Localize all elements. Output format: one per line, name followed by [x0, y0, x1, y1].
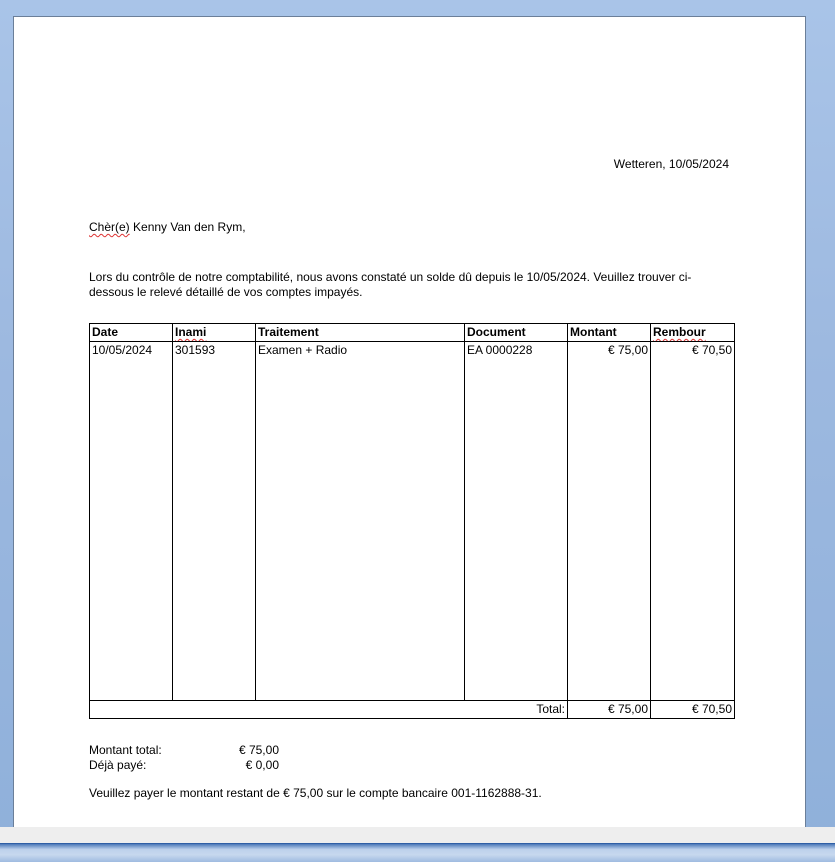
- intro-paragraph: Lors du contrôle de notre comptabilité, nous avons constaté un solde dû depuis le 10/05/2024. Veuillez trouver ci-dessous le relevé détaillé de vos comptes impayés.: [89, 270, 692, 299]
- page-gap: [0, 827, 835, 843]
- cell-inami: 301593: [173, 342, 256, 701]
- table-row: [90, 342, 735, 701]
- cell-montant: € 75,00: [568, 342, 651, 701]
- montant-total-label: Montant total:: [89, 743, 162, 757]
- total-montant: € 75,00: [568, 701, 651, 719]
- cell-date: 10/05/2024: [90, 342, 173, 701]
- total-rembour: € 70,50: [651, 701, 735, 719]
- salutation-name: Kenny Van den Rym,: [133, 220, 246, 234]
- place-date: Wetteren, 10/05/2024: [613, 157, 729, 171]
- col-header-rembour: Rembour: [651, 324, 735, 342]
- salutation: [89, 220, 246, 234]
- col-header-document: Document: [465, 324, 568, 342]
- deja-paye-value: € 0,00: [245, 758, 279, 772]
- table-header-row: [90, 324, 735, 342]
- montant-total-value: € 75,00: [238, 743, 279, 757]
- col-header-traitement: Traitement: [256, 324, 465, 342]
- deja-paye-label: Déjà payé:: [89, 758, 147, 772]
- col-header-montant: Montant: [568, 324, 651, 342]
- col-header-date: Date: [90, 324, 173, 342]
- invoice-table: [89, 323, 735, 719]
- document-page: [13, 16, 806, 828]
- window-bottom-bar: [0, 843, 835, 862]
- cell-traitement: Examen + Radio: [256, 342, 465, 701]
- payment-summary: [89, 743, 279, 773]
- cell-rembour: € 70,50: [651, 342, 735, 701]
- col-header-inami: Inami: [173, 324, 256, 342]
- payment-instruction: Veuillez payer le montant restant de € 75,00 sur le compte bancaire 001-1162888-31.: [89, 786, 542, 800]
- cell-document: EA 0000228: [465, 342, 568, 701]
- table-total-row: [90, 701, 735, 719]
- salutation-prefix: Chèr(e): [89, 220, 130, 234]
- total-label: Total:: [90, 701, 568, 719]
